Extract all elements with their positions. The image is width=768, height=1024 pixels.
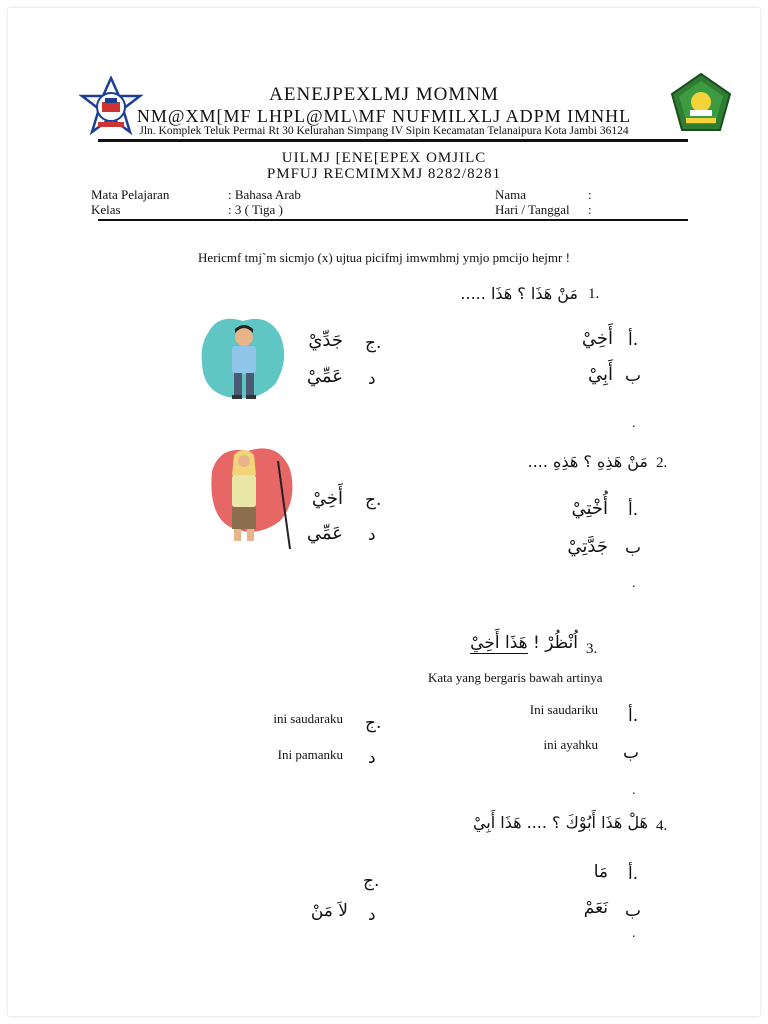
q4-option-a-text: مَا bbox=[593, 862, 608, 882]
q3-text-underlined: هَذَا أَخِيْ bbox=[470, 633, 528, 653]
q2-option-c-letter: ج. bbox=[365, 490, 382, 510]
q4-option-d-letter: د bbox=[368, 905, 376, 925]
q3-option-a-text: Ini saudariku bbox=[529, 702, 598, 717]
subject-value: : Bahasa Arab bbox=[228, 187, 301, 202]
q1-option-c-letter: ج. bbox=[365, 333, 382, 353]
q4-option-b-text: نَعَمْ bbox=[583, 898, 608, 918]
date-label: Hari / Tanggal bbox=[495, 202, 570, 217]
worksheet-page bbox=[8, 8, 760, 1016]
q3-option-a-letter: أ. bbox=[628, 706, 639, 726]
q3-subtext: Kata yang bergaris bawah artinya bbox=[428, 670, 603, 685]
q1-option-d-text: عَمِّيْ bbox=[306, 366, 343, 387]
subject-label: Mata Pelajaran bbox=[91, 187, 170, 202]
date-value: : bbox=[588, 202, 592, 217]
q3-option-d-text: Ini pamanku bbox=[277, 747, 343, 762]
q4-option-a-letter: أ. bbox=[628, 864, 639, 884]
exam-year: PMFUJ RECMIMXMJ 8282/8281 bbox=[266, 166, 502, 182]
q2-option-d-letter: د bbox=[368, 525, 376, 545]
q1-option-d-letter: د bbox=[368, 369, 376, 389]
q4-option-c-letter: ج. bbox=[363, 871, 380, 891]
q4-dot: . bbox=[632, 926, 636, 941]
q2-option-d-text: عَمِّي bbox=[306, 523, 343, 544]
q3-number: 3. bbox=[586, 641, 598, 657]
q3-dot: . bbox=[632, 783, 636, 798]
name-value: : bbox=[588, 187, 592, 202]
class-value: : 3 ( Tiga ) bbox=[228, 202, 283, 217]
q4-option-b-letter: ب bbox=[625, 901, 642, 921]
q2-text: مَنْ هَذِهِ ؟ هَذِهِ .... bbox=[527, 452, 648, 471]
q4-number: 4. bbox=[656, 818, 668, 834]
q4-text: هَلْ هَذَا أَبُوْكَ ؟ .... هَذَا أَبِيْ bbox=[472, 813, 648, 832]
instruction: Hericmf tmj`m sicmjo (x) ujtua picifmj imwmhmj ymjo pmcijo hejmr ! bbox=[198, 250, 570, 265]
q3-option-b-text: ini ayahku bbox=[543, 737, 598, 752]
q1-option-a-text: أَخِيْ bbox=[581, 328, 613, 349]
q1-option-a-letter: أ. bbox=[628, 330, 639, 350]
q3-text bbox=[433, 633, 578, 653]
info-divider bbox=[98, 219, 688, 221]
q2-option-a-letter: أ. bbox=[628, 500, 639, 520]
header-line2: NM@XM[MF LHPL@ML\MF NUFMILXLJ ADPM IMNHL bbox=[136, 106, 632, 126]
header-line1: AENEJPEXLMJ MOMNM bbox=[269, 84, 499, 105]
q3-option-d-letter: د bbox=[368, 748, 376, 768]
header-divider bbox=[98, 139, 688, 142]
exam-title: UILMJ [ENE[EPEX OMJILC bbox=[281, 150, 487, 166]
q4-option-d-text: لاَ مَنْ bbox=[310, 901, 348, 921]
q2-number: 2. bbox=[656, 455, 668, 471]
q1-option-b-letter: ب bbox=[625, 366, 642, 386]
q3-option-b-letter: ب bbox=[623, 743, 640, 763]
q2-option-b-text: جَدَّتِيْ bbox=[567, 536, 608, 557]
q2-option-b-letter: ب bbox=[625, 538, 642, 558]
class-label: Kelas bbox=[91, 202, 121, 217]
q2-dot: . bbox=[632, 576, 636, 591]
q3-text-plain: اُنْظُرْ ! bbox=[533, 633, 578, 653]
q1-number: 1. bbox=[588, 286, 600, 302]
q1-option-c-text: جَدِّيْ bbox=[308, 330, 343, 351]
boy-illustration bbox=[198, 313, 288, 405]
q1-dot: . bbox=[632, 416, 636, 431]
q3-option-c-letter: ج. bbox=[365, 713, 382, 733]
q1-option-b-text: أَبِيْ bbox=[587, 364, 613, 385]
q3-option-c-text: ini saudaraku bbox=[273, 711, 343, 726]
q2-option-c-text: أَخِيْ bbox=[311, 488, 343, 509]
q1-text: مَنْ هَذَا ؟ هَذَا ..... bbox=[460, 284, 578, 303]
q2-option-a-text: أُخْتِيْ bbox=[571, 498, 608, 519]
name-label: Nama bbox=[495, 187, 527, 202]
header-address: Jln. Komplek Teluk Permai Rt 30 Kelurahan Simpang IV Sipin Kecamatan Telanaipura Kota Jambi 36124 bbox=[139, 125, 629, 137]
